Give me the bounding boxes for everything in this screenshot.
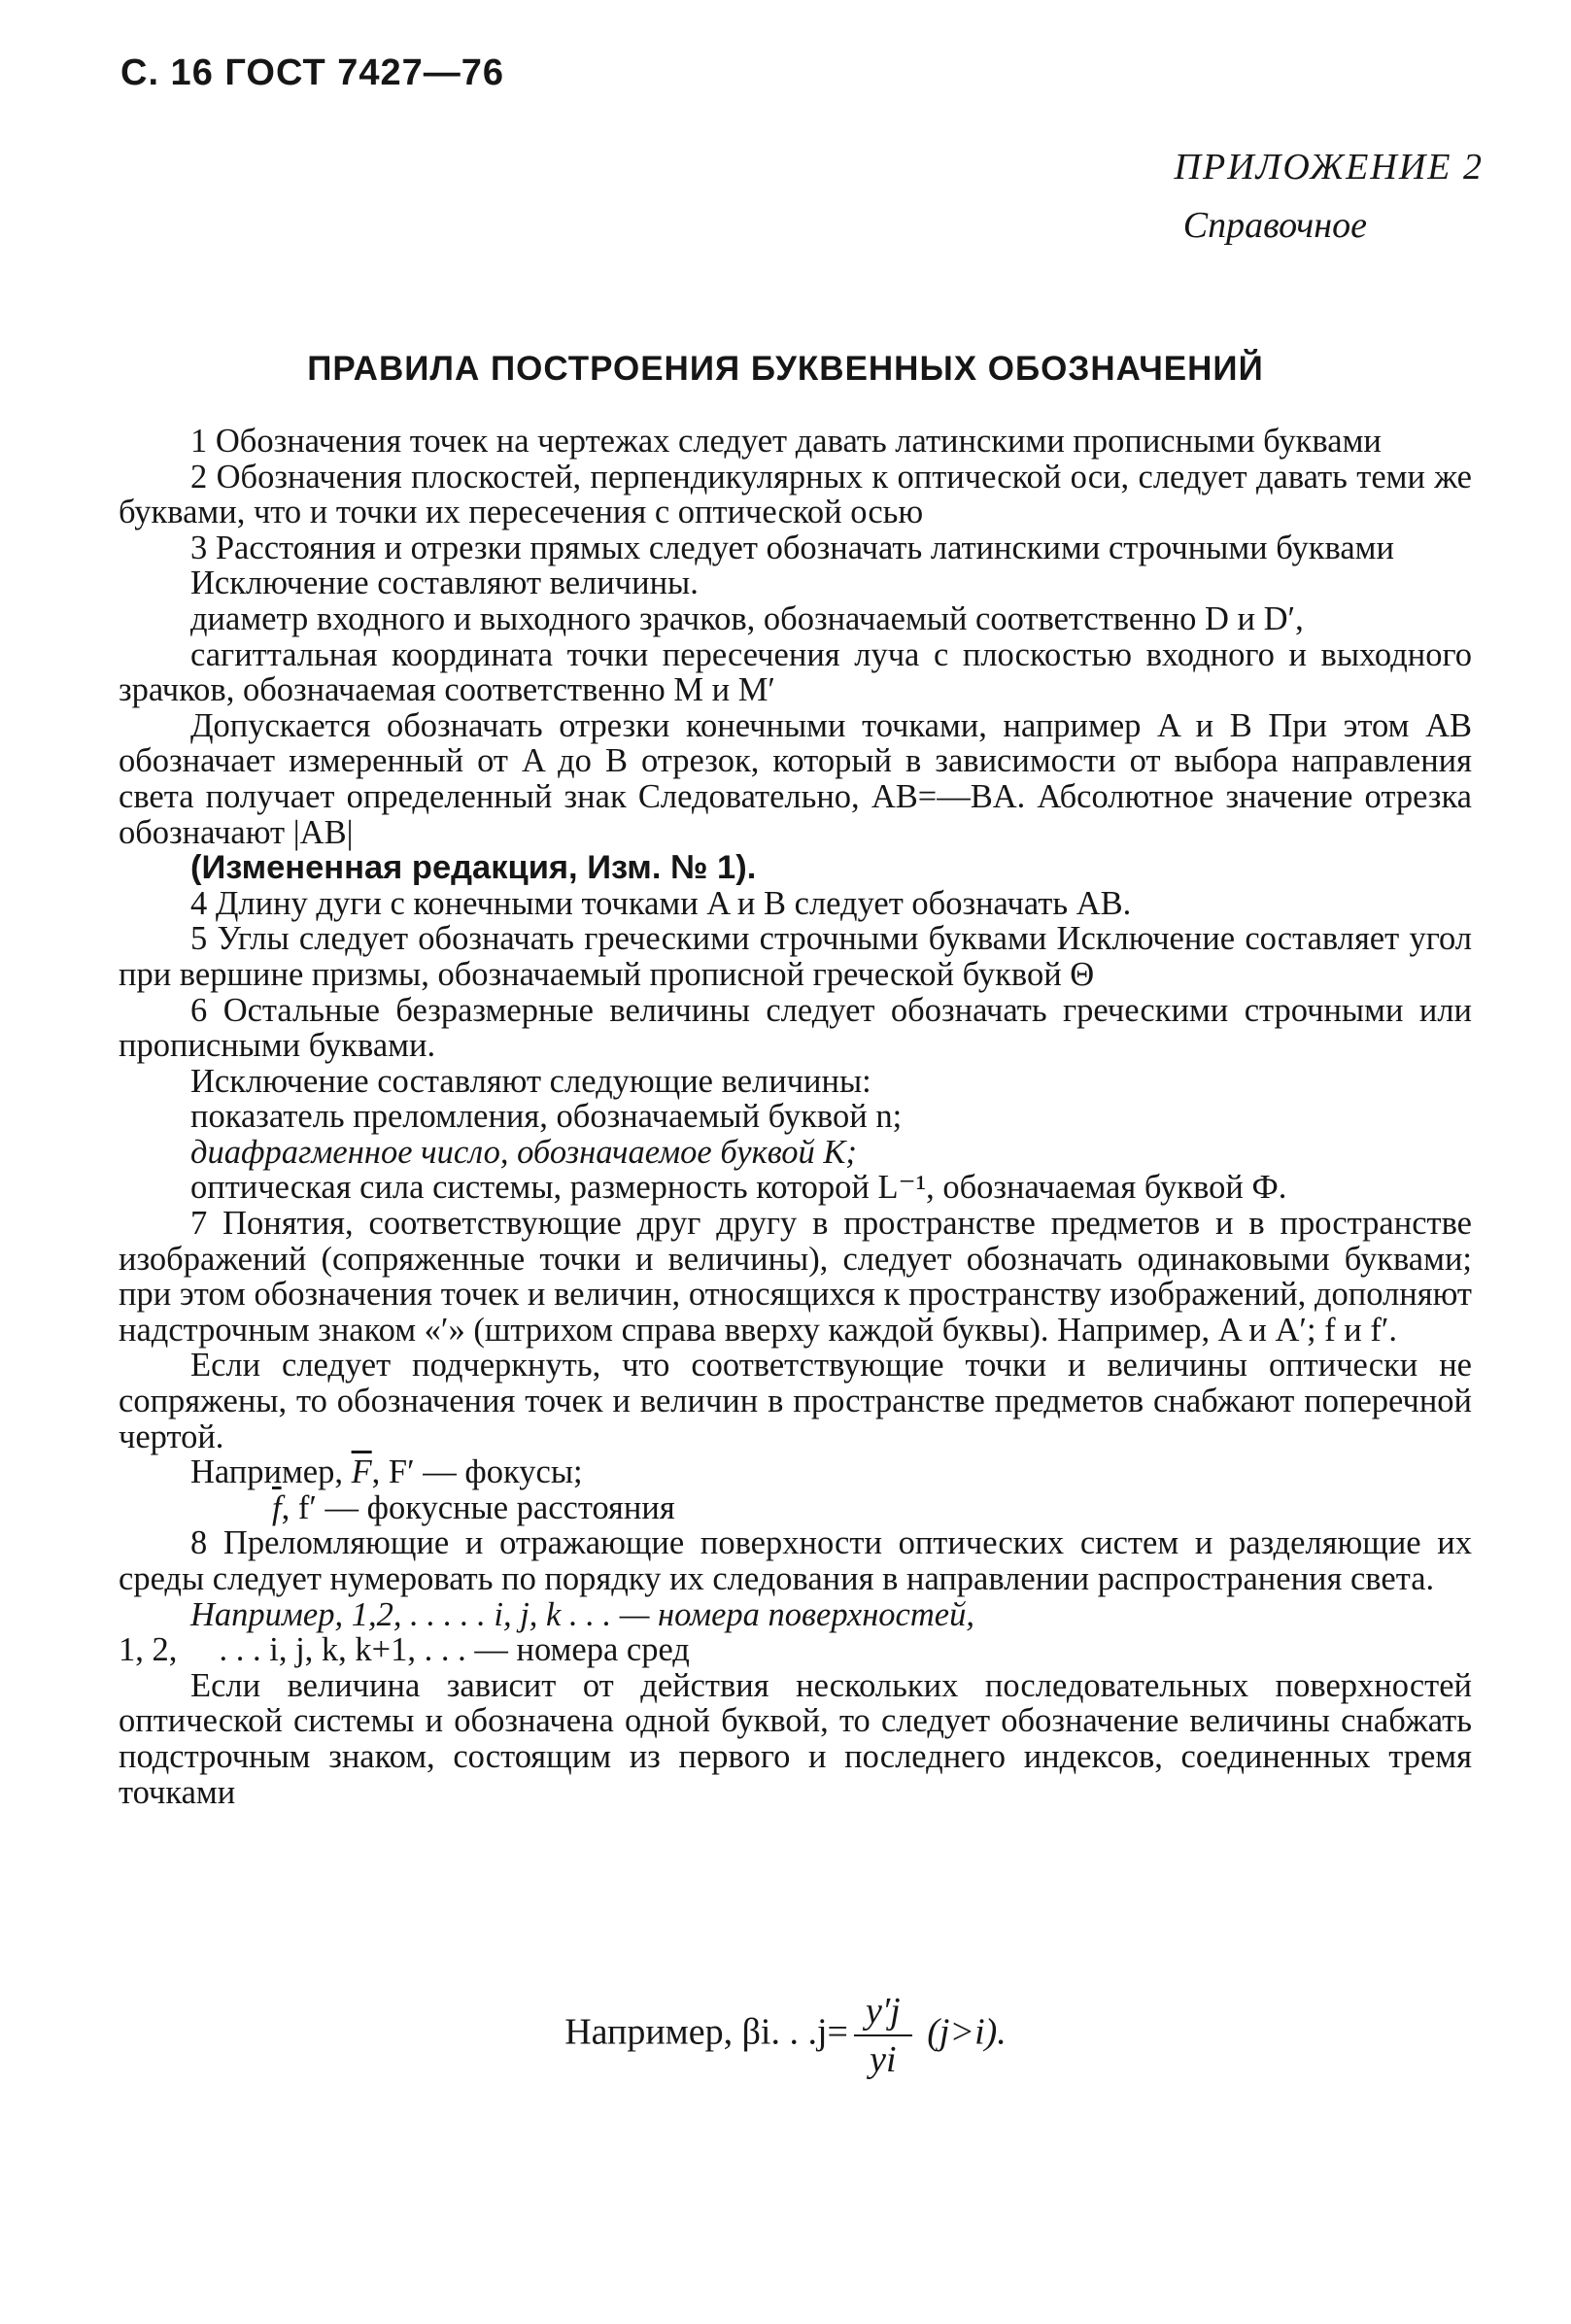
formula-denominator: yi [870, 2039, 897, 2080]
section-title: ПРАВИЛА ПОСТРОЕНИЯ БУКВЕННЫХ ОБОЗНАЧЕНИЙ [307, 350, 1264, 388]
example-2-rest: , f′ — фокусные расстояния [281, 1488, 675, 1526]
paragraph-7: 7 Понятия, соответствующие друг другу в пространстве предметов и в пространстве изображений (сопряженные точки и величины), следует обозначать одинаковыми буквами; при этом обозначения точек и величин, относящихся к пространству изображений, дополняют надстрочным знаком «′» (штрихом справа вверху каждой буквы). Например, A и A′; f и f′. [119, 1205, 1472, 1349]
paragraph-1: 1 Обозначения точек на чертежах следует давать латинскими прописными буквами [190, 423, 1382, 460]
example-1-rest: , F′ — фокусы; [371, 1453, 583, 1491]
paragraph-7-example-2 [119, 1490, 1472, 1526]
formula-example [0, 1990, 1571, 2081]
paragraph-6-exception: Исключение составляют следующие величины: [190, 1062, 871, 1100]
annex-label: ПРИЛОЖЕНИЕ 2 [1174, 147, 1484, 188]
formula-numerator: y′j [854, 1990, 912, 2036]
paragraph-2: 2 Обозначения плоскостей, перпендикулярных к оптической оси, следует давать теми же буквами, что и точки их пересечения с оптической осью [119, 458, 1472, 531]
formula-prefix: Например, βi. . .j= [564, 2011, 848, 2053]
paragraph-3: 3 Расстояния и отрезки прямых следует обозначать латинскими строчными буквами [190, 529, 1394, 566]
paragraph-8: 8 Преломляющие и отражающие поверхности оптических систем и разделяющие их среды следует нумеровать по порядку их следования в направлении распространения света. [119, 1524, 1472, 1597]
paragraph-6-item-c: оптическая сила системы, размерность которой L⁻¹, обозначаемая буквой Ф. [190, 1169, 1287, 1207]
paragraph-7-nonconjugate: Если следует подчеркнуть, что соответствующие точки и величины оптически не сопряжены, то обозначения точек и величин в пространстве предметов снабжают поперечной чертой. [119, 1347, 1472, 1455]
paragraph-5: 5 Углы следует обозначать греческими строчными буквами Исключение составляет угол при вершине призмы, обозначаемый прописной греческой буквой Θ [119, 920, 1472, 993]
paragraph-4: 4 Длину дуги с конечными точками A и B следует обозначать AB. [190, 884, 1132, 922]
formula-suffix: (j>i). [917, 2011, 1007, 2053]
example-2-barred-letter: $\overline{f}$ [272, 1488, 282, 1526]
paragraph-6-item-a: показатель преломления, обозначаемый буквой n; [190, 1098, 903, 1136]
example-1-prefix: Например, [190, 1453, 352, 1491]
revision-note: (Измененная редакция, Изм. № 1). [190, 849, 757, 887]
page-header: С. 16 ГОСТ 7427—76 [120, 52, 505, 93]
document-body [119, 424, 1472, 1810]
paragraph-3-segments: Допускается обозначать отрезки конечными точками, например A и B При этом AB обозначает измеренный от A до B отрезок, который в зависимости от выбора направления света получает определенный знак Следовательно, AB=—BA. Абсолютное значение отрезка обозначают |AB| [119, 706, 1472, 851]
annex-type: Справочное [1182, 205, 1367, 246]
paragraph-8-example-2: 1, 2, . . . i, j, k, k+1, . . . — номера сред [119, 1631, 690, 1669]
paragraph-3-item-b: сагиттальная координата точки пересечения луча с плоскостью входного и выходного зрачков, обозначаемая соответственно M и M′ [119, 635, 1472, 709]
paragraph-6: 6 Остальные безразмерные величины следует обозначать греческими строчными или прописными буквами. [119, 991, 1472, 1065]
paragraph-6-item-b: диафрагменное число, обозначаемое буквой K; [190, 1133, 857, 1171]
paragraph-7-example-1 [119, 1454, 1472, 1490]
example-1-barred-letter: $\overline{F}$ [351, 1453, 372, 1491]
paragraph-3-exception: Исключение составляют величины. [190, 564, 699, 602]
paragraph-3-item-a: диаметр входного и выходного зрачков, обозначаемый соответственно D и D′, [190, 599, 1304, 637]
formula-fraction [854, 1990, 912, 2081]
paragraph-8-example-1: Например, 1,2, . . . . . i, j, k . . . — номера поверхностей, [190, 1595, 974, 1633]
paragraph-8-indices: Если величина зависит от действия нескольких последовательных поверхностей оптической системы и обозначена одной буквой, то следует обозначение величины снабжать подстрочным знаком, состоящим из первого и последнего индексов, соединенных тремя точками [119, 1666, 1472, 1811]
